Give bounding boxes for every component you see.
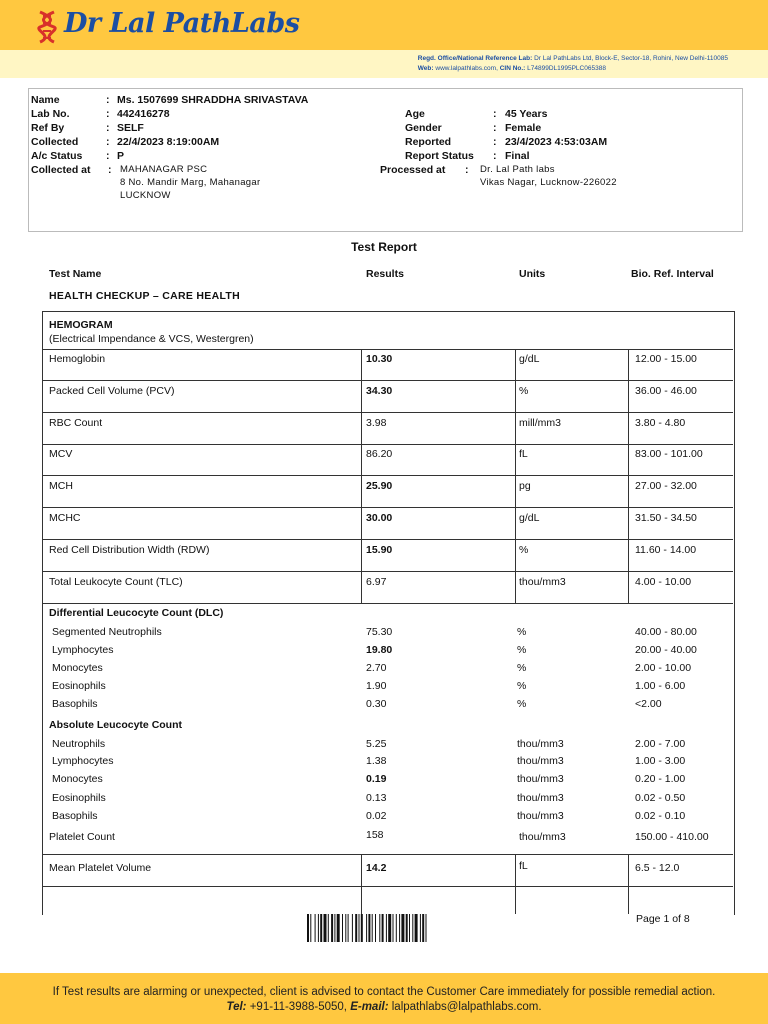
barcode-bar [426, 914, 427, 942]
alc-name: Neutrophils [52, 738, 106, 750]
alc-ref-interval: 2.00 - 7.00 [635, 738, 686, 750]
column-divider [515, 349, 516, 603]
alc-name: Monocytes [52, 773, 103, 785]
column-divider [628, 854, 629, 914]
barcode-bar [348, 914, 349, 942]
table-divider [42, 571, 733, 572]
barcode-bar [334, 914, 335, 942]
alc-ref-interval: 0.20 - 1.00 [635, 773, 686, 785]
col-results: Results [366, 268, 404, 280]
age-label: Age [405, 108, 425, 120]
dlc-result: 2.70 [366, 662, 387, 674]
collected-label: Collected [31, 136, 79, 148]
alc-name: Basophils [52, 810, 98, 822]
mpv-unit: fL [519, 860, 528, 872]
barcode-bar [345, 914, 346, 942]
alc-name: Lymphocytes [52, 755, 114, 767]
barcode-bar [399, 914, 400, 942]
processedat-label: Processed at [380, 164, 446, 176]
mpv-result: 14.2 [366, 862, 387, 874]
dlc-unit: % [517, 680, 527, 692]
barcode-icon [307, 914, 471, 942]
table-divider [42, 444, 733, 445]
reported-label: Reported [405, 136, 452, 148]
labno-label: Lab No. [31, 108, 70, 120]
column-divider [361, 854, 362, 914]
dlc-ref-interval: 20.00 - 40.00 [635, 644, 697, 656]
hemogram-title: HEMOGRAM [49, 319, 113, 331]
alc-unit: thou/mm3 [517, 792, 564, 804]
test-result: 30.00 [366, 512, 393, 524]
colon: : [493, 150, 497, 162]
collected-at-line1: MAHANAGAR PSC [120, 164, 208, 175]
test-name: Hemoglobin [49, 353, 106, 365]
email-label: E-mail: [350, 1001, 389, 1013]
test-name: MCHC [49, 512, 81, 524]
barcode-bar [406, 914, 408, 942]
test-unit: mill/mm3 [519, 417, 561, 429]
barcode-bar [315, 914, 316, 942]
test-ref-interval: 27.00 - 32.00 [635, 480, 697, 492]
dlc-unit: % [517, 626, 527, 638]
colon: : [106, 136, 110, 148]
colon: : [465, 164, 469, 176]
table-divider [42, 507, 733, 508]
alc-unit: thou/mm3 [517, 755, 564, 767]
brand-logo-text: Dr Lal PathLabs [64, 8, 300, 39]
test-unit: g/dL [519, 353, 540, 365]
test-ref-interval: 83.00 - 101.00 [635, 448, 703, 460]
barcode-bar [386, 914, 387, 942]
gender-label: Gender [405, 122, 442, 134]
table-divider [42, 854, 733, 855]
barcode-bar [422, 914, 424, 942]
dlc-ref-interval: 1.00 - 6.00 [635, 680, 686, 692]
test-unit: % [519, 544, 529, 556]
col-units: Units [519, 268, 546, 280]
dlc-result: 0.30 [366, 698, 387, 710]
colon: : [106, 122, 110, 134]
barcode-bar [324, 914, 327, 942]
test-result: 86.20 [366, 448, 393, 460]
colon: : [106, 94, 110, 106]
colon: : [493, 108, 497, 120]
column-divider [361, 349, 362, 603]
colon: : [106, 108, 110, 120]
barcode-bar [352, 914, 353, 942]
collected-datetime: 22/4/2023 8:19:00AM [117, 136, 220, 148]
test-result: 6.97 [366, 576, 387, 588]
table-divider [42, 412, 733, 413]
barcode-bar [310, 914, 311, 942]
alc-title: Absolute Leucocyte Count [49, 719, 183, 731]
alc-unit: thou/mm3 [517, 738, 564, 750]
column-divider [515, 854, 516, 914]
refby-label: Ref By [31, 122, 65, 134]
test-result: 34.30 [366, 385, 393, 397]
barcode-bar [337, 914, 340, 942]
section-title: HEALTH CHECKUP – CARE HEALTH [49, 290, 240, 302]
tel-number[interactable]: +91-11-3988-5050, [249, 1001, 347, 1013]
column-divider [628, 349, 629, 603]
test-unit: fL [519, 448, 528, 460]
colon: : [493, 136, 497, 148]
barcode-bar [342, 914, 343, 942]
barcode-bar [379, 914, 380, 942]
table-divider [42, 886, 733, 887]
hemogram-method: (Electrical Impendance & VCS, Westergren) [49, 333, 254, 345]
test-unit: g/dL [519, 512, 540, 524]
alc-result: 5.25 [366, 738, 387, 750]
barcode-bar [368, 914, 370, 942]
footer-bar [0, 973, 768, 1024]
alc-result: 0.13 [366, 792, 387, 804]
test-ref-interval: 31.50 - 34.50 [635, 512, 697, 524]
dlc-result: 75.30 [366, 626, 393, 638]
test-ref-interval: 12.00 - 15.00 [635, 353, 697, 365]
barcode-bar [307, 914, 309, 942]
test-name: Total Leukocyte Count (TLC) [49, 576, 183, 588]
dlc-result: 1.90 [366, 680, 387, 692]
footer-contact [0, 1001, 768, 1013]
col-test-name: Test Name [49, 268, 102, 280]
regd-label: Regd. Office/National Reference Lab: [417, 55, 533, 62]
tel-label: Tel: [226, 1001, 247, 1013]
alc-ref-interval: 0.02 - 0.10 [635, 810, 686, 822]
test-name: MCH [49, 480, 73, 492]
table-divider [42, 380, 733, 381]
acstatus-label: A/c Status [31, 150, 83, 162]
dlc-name: Basophils [52, 698, 98, 710]
dlc-title: Differential Leucocyte Count (DLC) [49, 607, 224, 619]
barcode-bar [393, 914, 394, 942]
barcode-bar [409, 914, 410, 942]
test-ref-interval: 4.00 - 10.00 [635, 576, 692, 588]
platelet-ref-interval: 150.00 - 410.00 [635, 831, 709, 843]
test-ref-interval: 36.00 - 46.00 [635, 385, 697, 397]
test-name: Packed Cell Volume (PCV) [49, 385, 175, 397]
barcode-bar [361, 914, 363, 942]
mpv-ref-interval: 6.5 - 12.0 [635, 862, 680, 874]
web-text: www.lalpathlabs.com, [435, 65, 498, 72]
barcode-bar [355, 914, 357, 942]
regd-office-info [418, 54, 728, 74]
alc-unit: thou/mm3 [517, 773, 564, 785]
platelet-result: 158 [366, 829, 384, 841]
colon: : [106, 150, 110, 162]
dlc-name: Monocytes [52, 662, 103, 674]
ref-by: SELF [117, 122, 144, 134]
barcode-bar [318, 914, 319, 942]
barcode-bar [366, 914, 367, 942]
alc-result: 0.19 [366, 773, 387, 785]
collected-at-line3: LUCKNOW [120, 190, 171, 201]
barcode-bar [412, 914, 413, 942]
alc-name: Eosinophils [52, 792, 106, 804]
lab-number: 442416278 [117, 108, 170, 120]
test-result: 3.98 [366, 417, 387, 429]
reported-datetime: 23/4/2023 4:53:03AM [505, 136, 608, 148]
ac-status: P [117, 150, 125, 162]
age: 45 Years [505, 108, 548, 120]
dlc-unit: % [517, 662, 527, 674]
barcode-bar [382, 914, 384, 942]
test-name: Red Cell Distribution Width (RDW) [49, 544, 210, 556]
test-result: 10.30 [366, 353, 393, 365]
col-ref-interval: Bio. Ref. Interval [631, 268, 714, 280]
dlc-name: Eosinophils [52, 680, 106, 692]
barcode-bar [420, 914, 421, 942]
dlc-unit: % [517, 698, 527, 710]
colon: : [108, 164, 112, 176]
colon: : [493, 122, 497, 134]
test-name: MCV [49, 448, 73, 460]
gender: Female [505, 122, 542, 134]
regd-text: Dr Lal PathLabs Ltd, Block-E, Sector-18, Rohini, New Delhi-110085 [534, 55, 728, 62]
table-divider [42, 539, 733, 540]
patient-name: Ms. 1507699 SHRADDHA SRIVASTAVA [117, 94, 309, 106]
dlc-result: 19.80 [366, 644, 393, 656]
name-label: Name [31, 94, 60, 106]
test-result: 15.90 [366, 544, 393, 556]
alc-unit: thou/mm3 [517, 810, 564, 822]
barcode-bar [415, 914, 418, 942]
reportstatus-label: Report Status [405, 150, 474, 162]
barcode-bar [375, 914, 376, 942]
table-divider [42, 603, 733, 604]
table-divider [42, 349, 733, 350]
platelet-unit: thou/mm3 [519, 831, 566, 843]
report-status: Final [505, 150, 530, 162]
dlc-unit: % [517, 644, 527, 656]
email-address[interactable]: lalpathlabs@lalpathlabs.com. [391, 1001, 542, 1013]
table-divider [42, 475, 733, 476]
barcode-bar [320, 914, 322, 942]
processed-at-line1: Dr. Lal Path labs [480, 164, 555, 175]
test-unit: pg [519, 480, 531, 492]
mpv-name: Mean Platelet Volume [49, 862, 152, 874]
web-label: Web: [417, 65, 434, 72]
cin-label: CIN No.: [499, 65, 526, 72]
test-unit: % [519, 385, 529, 397]
platelet-name: Platelet Count [49, 831, 115, 843]
barcode-bar [401, 914, 404, 942]
dlc-name: Segmented Neutrophils [52, 626, 162, 638]
barcode-bar [388, 914, 391, 942]
dlc-name: Lymphocytes [52, 644, 114, 656]
barcode-bar [396, 914, 397, 942]
barcode-bar [372, 914, 373, 942]
alc-result: 1.38 [366, 755, 387, 767]
alc-result: 0.02 [366, 810, 387, 822]
collected-at-line2: 8 No. Mandir Marg, Mahanagar [120, 177, 261, 188]
dlc-ref-interval: 2.00 - 10.00 [635, 662, 692, 674]
alc-ref-interval: 0.02 - 0.50 [635, 792, 686, 804]
report-title: Test Report [351, 240, 417, 254]
barcode-bar [359, 914, 360, 942]
page-number: Page 1 of 8 [636, 913, 690, 925]
barcode-bar [328, 914, 329, 942]
test-ref-interval: 11.60 - 14.00 [635, 544, 697, 556]
dlc-ref-interval: <2.00 [635, 698, 662, 710]
test-name: RBC Count [49, 417, 103, 429]
alc-ref-interval: 1.00 - 3.00 [635, 755, 686, 767]
dlc-ref-interval: 40.00 - 80.00 [635, 626, 697, 638]
cin-text: L74899DL1995PLC065388 [527, 65, 606, 72]
test-unit: thou/mm3 [519, 576, 566, 588]
processed-at-line2: Vikas Nagar, Lucknow-226022 [480, 177, 617, 188]
barcode-bar [331, 914, 333, 942]
collectedat-label: Collected at [31, 164, 91, 176]
test-ref-interval: 3.80 - 4.80 [635, 417, 686, 429]
dna-logo-icon [36, 10, 58, 44]
footer-notice: If Test results are alarming or unexpected, client is advised to contact the Customer Care immediately for possible remedial action. [52, 986, 716, 998]
test-result: 25.90 [366, 480, 393, 492]
